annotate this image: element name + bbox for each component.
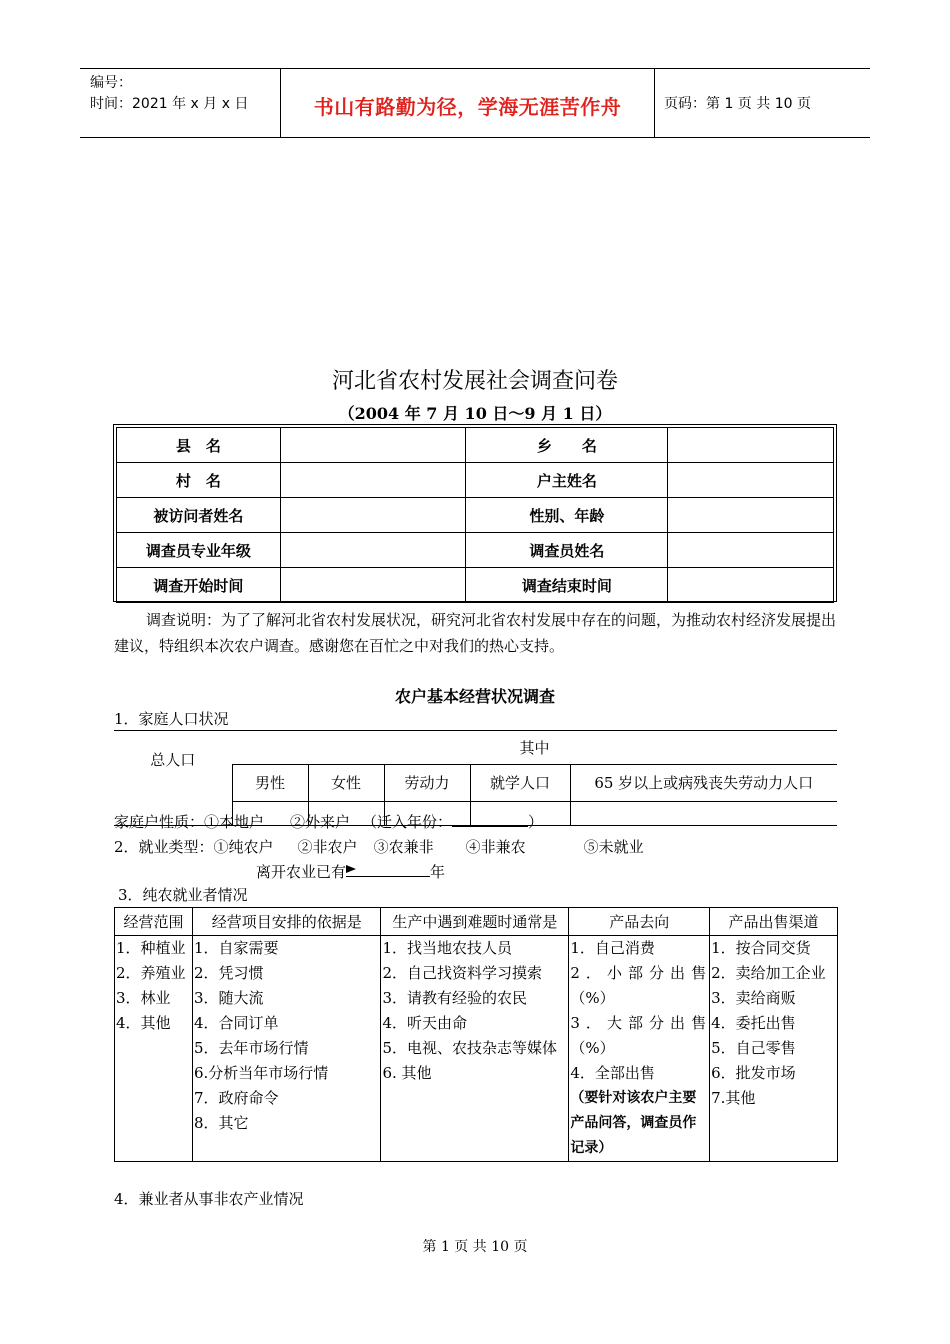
option-item[interactable]: 4．合同订单: [193, 1014, 279, 1032]
table-row: [117, 533, 834, 568]
option-item[interactable]: 1．自己消费: [570, 939, 655, 957]
table-row: [117, 568, 834, 603]
option-item[interactable]: 3．林业: [116, 989, 171, 1007]
disabled-elderly-field[interactable]: [570, 801, 837, 826]
info-label: 调查开始时间: [117, 568, 281, 603]
left-farming-label: 离开农业已有: [256, 863, 347, 881]
option-item[interactable]: 7．政府命令: [193, 1089, 279, 1107]
option-item[interactable]: 3．卖给商贩: [711, 989, 796, 1007]
info-label: 县 名: [117, 428, 281, 463]
option-item[interactable]: 4．听天由命: [382, 1014, 468, 1032]
option-item[interactable]: 3．随大流: [193, 989, 264, 1007]
option-item[interactable]: 8．其它: [193, 1114, 249, 1132]
employment-option: ③农兼非: [373, 838, 434, 856]
sales-channel-options: [710, 936, 838, 1162]
info-value-field[interactable]: [280, 568, 466, 603]
question-1-title: 1．家庭人口状况: [114, 710, 229, 728]
arrow-right-icon: [346, 864, 358, 874]
option-item[interactable]: 7.其他: [711, 1089, 756, 1107]
option-item[interactable]: 1．自家需要: [193, 939, 279, 957]
info-label: 被访问者姓名: [117, 498, 281, 533]
column-header: 65 岁以上或病残丧失劳动力人口: [570, 764, 837, 801]
among-label: 其中: [232, 731, 837, 765]
basis-options: [192, 936, 381, 1162]
question-3-title: 3．纯农就业者情况: [118, 886, 248, 904]
info-label: 调查员专业年级: [117, 533, 281, 568]
column-header: 男性: [232, 764, 308, 801]
info-value-field[interactable]: [280, 428, 466, 463]
header-number: 编号：: [90, 75, 132, 91]
problem-solving-options: [381, 936, 569, 1162]
business-scope-options: [115, 936, 193, 1162]
option-item[interactable]: 1．按合同交货: [711, 939, 811, 957]
table-row: [115, 908, 838, 936]
section-title: 农户基本经营状况调查: [394, 687, 555, 706]
option-item[interactable]: 5．自己零售: [711, 1039, 796, 1057]
info-label: 性别、年龄: [466, 498, 668, 533]
option-item[interactable]: 3．请教有经验的农民: [382, 989, 528, 1007]
info-value-field[interactable]: [668, 463, 834, 498]
closing-paren: ）: [528, 813, 544, 831]
employment-type-line: [114, 836, 644, 857]
column-header: 生产中遇到难题时通常是: [381, 908, 569, 936]
option-item[interactable]: 4．委托出售: [711, 1014, 796, 1032]
option-item[interactable]: 2．卖给加工企业: [711, 964, 826, 982]
page-footer: 第 1 页 共 10 页: [422, 1239, 528, 1255]
column-header: 产品出售渠道: [710, 908, 838, 936]
household-type-line: [114, 810, 543, 832]
header-meta: [90, 73, 248, 115]
column-header: 产品去向: [569, 908, 710, 936]
years-unit: 年: [430, 863, 446, 881]
option-item[interactable]: 2．小部分出售: [570, 964, 708, 982]
column-header: 就学人口: [470, 764, 570, 801]
option-item[interactable]: 5．去年市场行情: [193, 1039, 309, 1057]
info-value-field[interactable]: [668, 568, 834, 603]
employment-option: ④非兼农: [465, 838, 526, 856]
document-title: 河北省农村发展社会调查问卷: [331, 369, 618, 394]
option-percent: （%）: [570, 1039, 615, 1057]
employment-type-label: 2．就业类型：①纯农户: [114, 838, 274, 856]
question-4-title: 4．兼业者从事非农产业情况: [114, 1190, 304, 1208]
document-date-range: （2004 年 7 月 10 日～9 月 1 日）: [338, 404, 612, 423]
table-row: [117, 428, 834, 463]
option-percent: （%）: [570, 989, 615, 1007]
migration-year-label: （迁入年份：: [362, 813, 453, 831]
migration-year-field[interactable]: [452, 810, 528, 827]
option-item[interactable]: 2．凭习惯: [193, 964, 264, 982]
option-item[interactable]: 5．电视、农技杂志等媒体: [382, 1039, 558, 1057]
household-type-option: ②外来户: [290, 813, 351, 831]
info-value-field[interactable]: [668, 533, 834, 568]
option-item[interactable]: 1．种植业: [116, 939, 186, 957]
info-label: 乡 名: [466, 428, 668, 463]
left-farming-line: [256, 860, 445, 882]
option-item[interactable]: 6. 其他: [382, 1064, 432, 1082]
info-label: 村 名: [117, 463, 281, 498]
header-time: 时间：2021 年 x 月 x 日: [90, 96, 249, 112]
years-left-field[interactable]: [346, 860, 430, 877]
column-header: 劳动力: [384, 764, 470, 801]
respondent-info-table: [113, 424, 837, 602]
column-header: 经营范围: [115, 908, 193, 936]
column-header: 女性: [308, 764, 384, 801]
survey-intro: [114, 607, 838, 659]
option-item[interactable]: 2．自己找资料学习摸索: [382, 964, 543, 982]
employment-option: ⑤未就业: [583, 838, 644, 856]
total-population-label: 总人口: [114, 731, 232, 802]
product-destination-options: [569, 936, 710, 1162]
column-header: 经营项目安排的依据是: [192, 908, 381, 936]
table-row: [117, 463, 834, 498]
table-row: [115, 936, 838, 1162]
table-row: [114, 731, 837, 765]
page-header: [80, 68, 870, 138]
info-value-field[interactable]: [668, 428, 834, 463]
option-item[interactable]: 1．找当地农技人员: [382, 939, 513, 957]
info-value-field[interactable]: [280, 498, 466, 533]
option-item[interactable]: 6．批发市场: [711, 1064, 796, 1082]
info-label: 户主姓名: [466, 463, 668, 498]
info-label: 调查结束时间: [466, 568, 668, 603]
info-value-field[interactable]: [280, 463, 466, 498]
employment-option: ②非农户: [297, 838, 358, 856]
info-value-field[interactable]: [280, 533, 466, 568]
option-item[interactable]: 4．全部出售: [570, 1064, 655, 1082]
household-type-label: 家庭户性质：①本地户: [114, 813, 265, 831]
intro-text: 调查说明：为了了解河北省农村发展状况，研究河北省农村发展中存在的问题，为推动农村经济发展提出建议，特组织本次农户调查。感谢您在百忙之中对我们的热心支持。: [114, 611, 837, 655]
header-motto: 书山有路勤为径，学海无涯苦作舟: [313, 95, 622, 119]
option-item[interactable]: 6.分析当年市场行情: [193, 1064, 329, 1082]
farm-worker-table: [114, 907, 838, 1162]
option-item[interactable]: 2．养殖业: [116, 964, 186, 982]
header-page-info: 页码：第 1 页 共 10 页: [664, 96, 811, 112]
info-value-field[interactable]: [668, 498, 834, 533]
option-item[interactable]: 4．其他: [116, 1014, 171, 1032]
header-divider: [654, 69, 655, 137]
info-label: 调查员姓名: [466, 533, 668, 568]
option-item[interactable]: 3．大部分出售: [570, 1014, 708, 1032]
table-row: [117, 498, 834, 533]
interviewer-note: （要针对该农户主要产品问答，调查员作记录）: [570, 1090, 697, 1156]
